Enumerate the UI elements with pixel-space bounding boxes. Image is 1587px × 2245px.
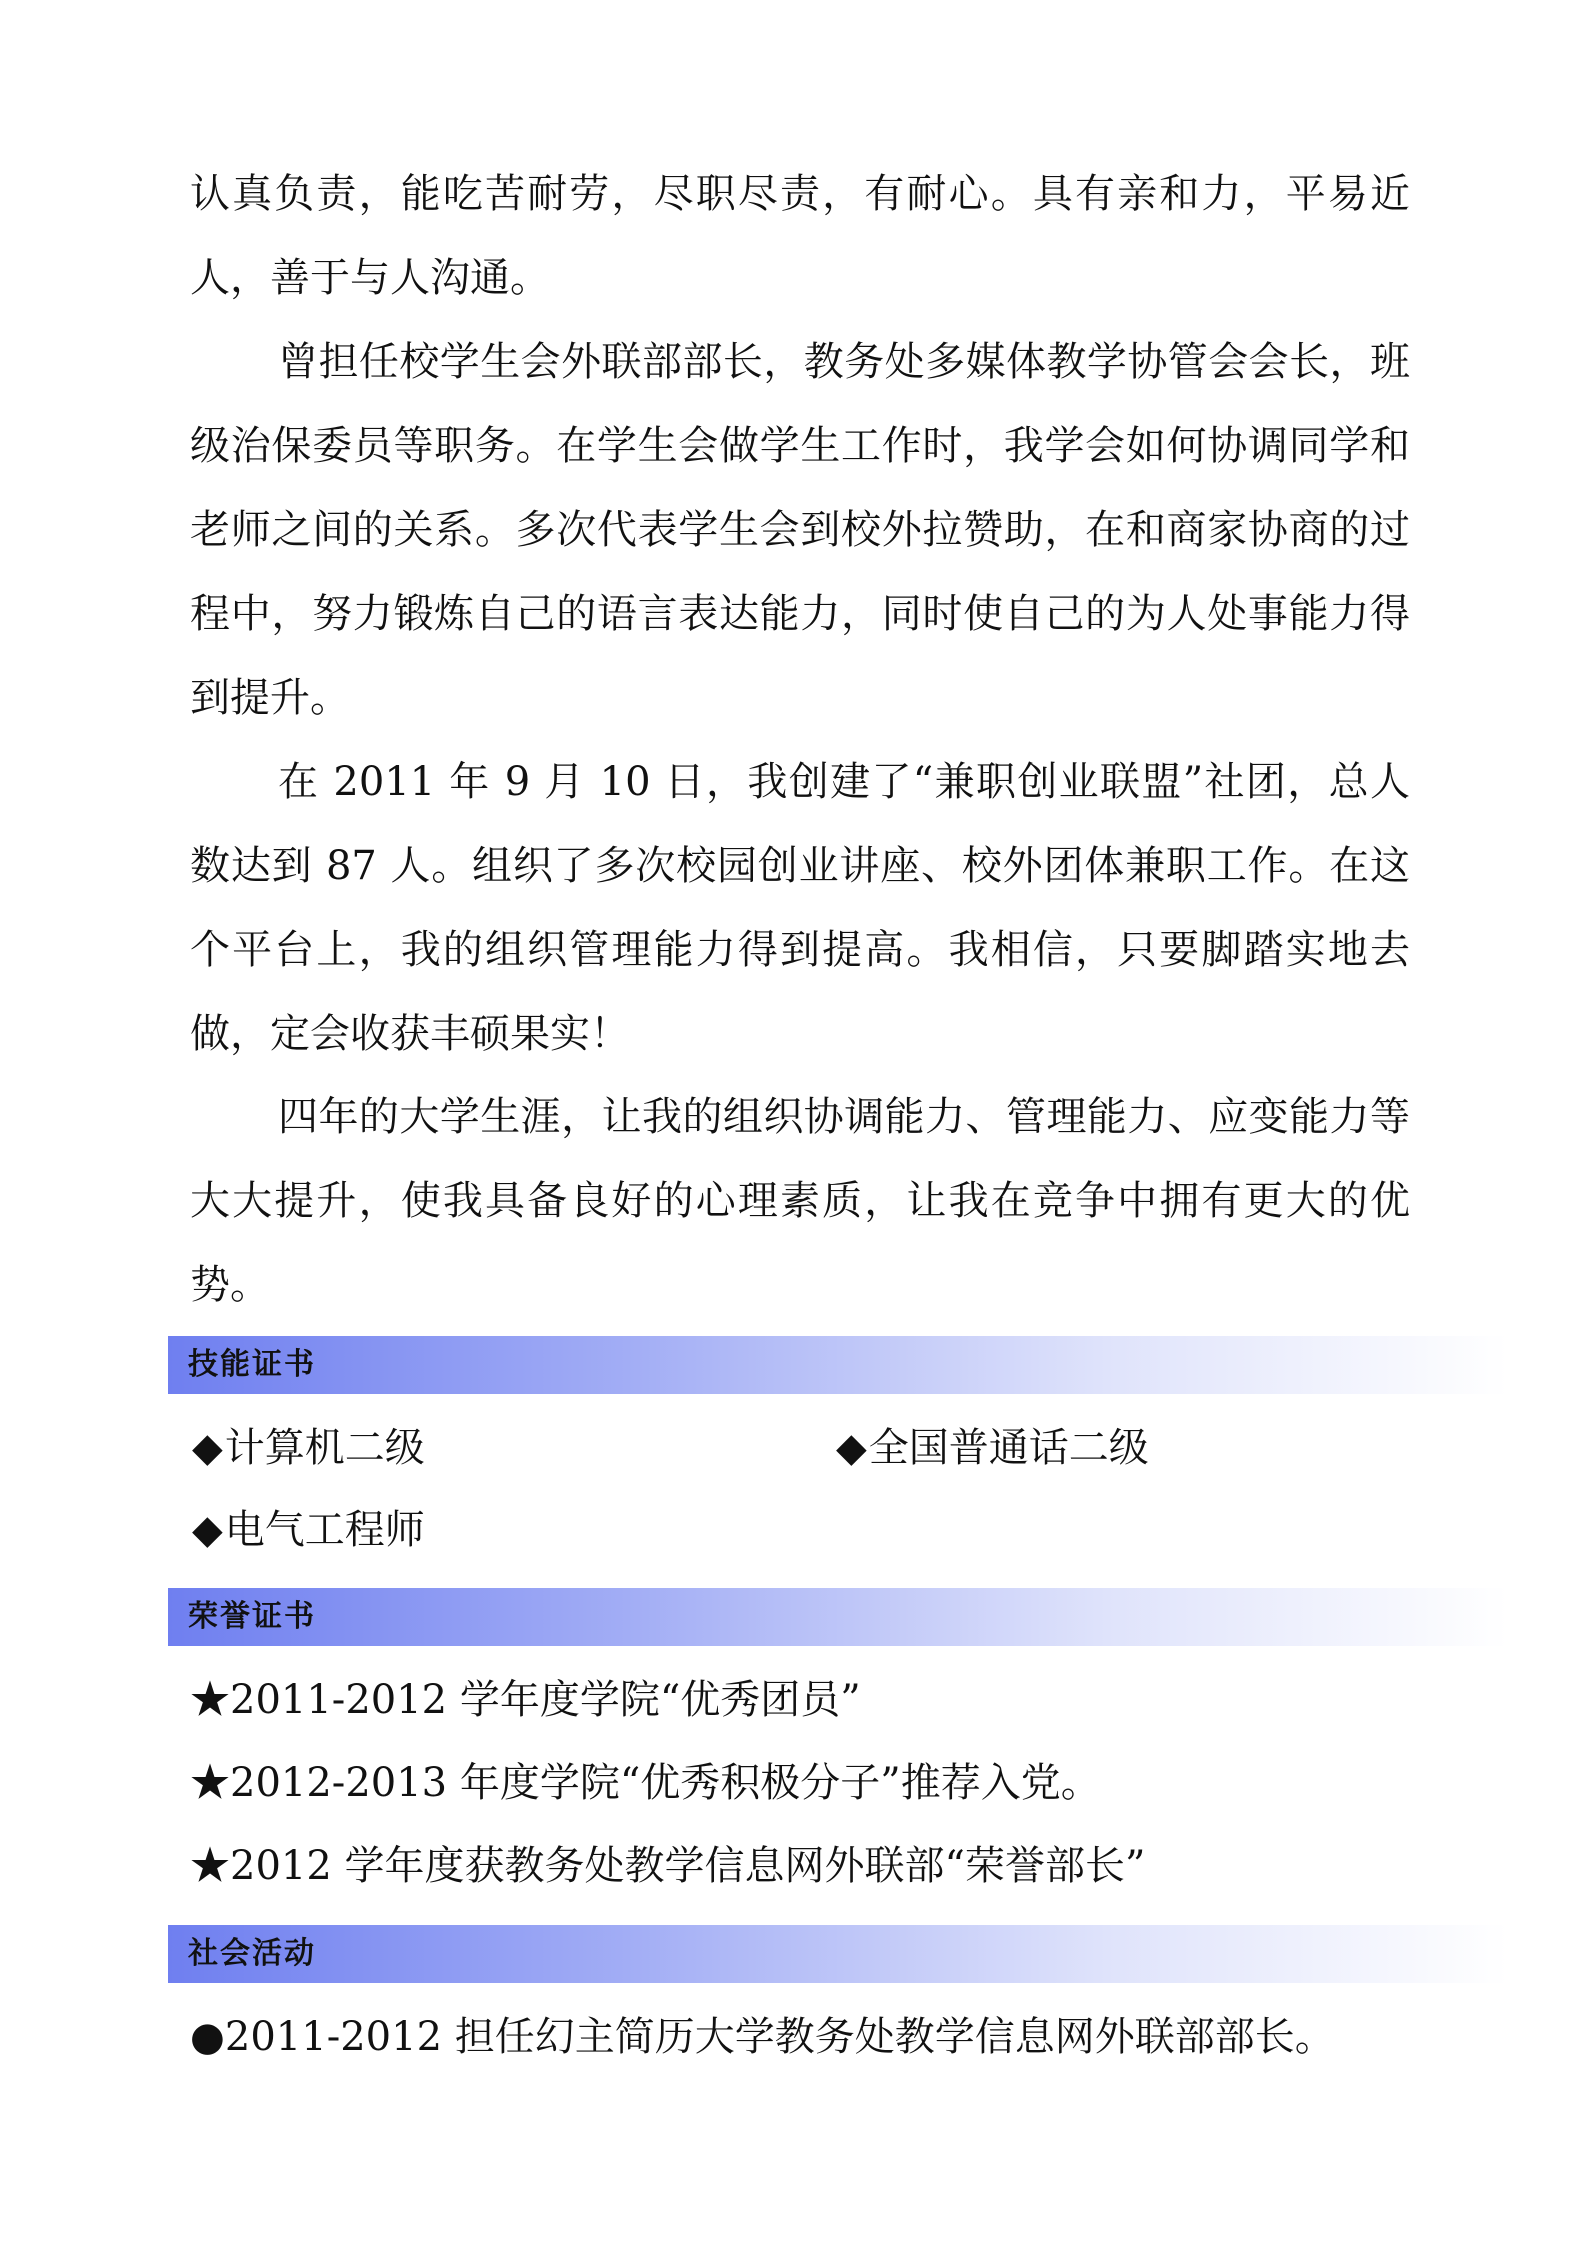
honors-section-header [168,1588,1508,1646]
skill-item: ◆电气工程师 [192,1507,425,1553]
skills-section-header [168,1336,1508,1394]
star-bullet-icon: ★ [190,1677,230,1723]
honors-section-title: 荣誉证书 [188,1599,316,1634]
star-bullet-icon: ★ [190,1843,230,1889]
activities-section-title: 社会活动 [188,1936,316,1971]
diamond-bullet-icon: ◆ [192,1425,223,1471]
activities-section-header [168,1925,1508,1983]
honor-item: ★2012 学年度获教务处教学信息网外联部“荣誉部长” [190,1843,1146,1889]
skills-section-title: 技能证书 [188,1347,316,1382]
star-bullet-icon: ★ [190,1760,230,1806]
intro-paragraph-continued: 认真负责，能吃苦耐劳，尽职尽责，有耐心。具有亲和力，平易近人，善于与人沟通。 [190,171,1410,301]
circle-bullet-icon: ● [190,2014,225,2060]
club-founding-paragraph: 在 2011 年 9 月 10 日，我创建了“兼职创业联盟”社团，总人数达到 87 人。组织了多次校园创业讲座、校外团体兼职工作。在这个平台上，我的组织管理能力得到提高。我相信，只要脚踏实地去做，定会收获丰硕果实！ [190,759,1410,1057]
honor-item: ★2012-2013 年度学院“优秀积极分子”推荐入党。 [190,1760,1101,1806]
student-union-paragraph: 曾担任校学生会外联部部长，教务处多媒体教学协管会会长，班级治保委员等职务。在学生会做学生工作时，我学会如何协调同学和老师之间的关系。多次代表学生会到校外拉赞助，在和商家协商的过程中，努力锻炼自己的语言表达能力，同时使自己的为人处事能力得到提升。 [190,339,1410,721]
summary-paragraph: 四年的大学生涯，让我的组织协调能力、管理能力、应变能力等大大提升，使我具备良好的心理素质，让我在竞争中拥有更大的优势。 [190,1094,1410,1308]
diamond-bullet-icon: ◆ [192,1507,223,1553]
diamond-bullet-icon: ◆ [836,1425,867,1471]
skill-item: ◆计算机二级 [192,1425,425,1471]
honor-item: ★2011-2012 学年度学院“优秀团员” [190,1677,861,1723]
activity-item: ●2011-2012 担任幻主简历大学教务处教学信息网外联部部长。 [190,2014,1335,2060]
skill-item: ◆全国普通话二级 [836,1425,1149,1471]
